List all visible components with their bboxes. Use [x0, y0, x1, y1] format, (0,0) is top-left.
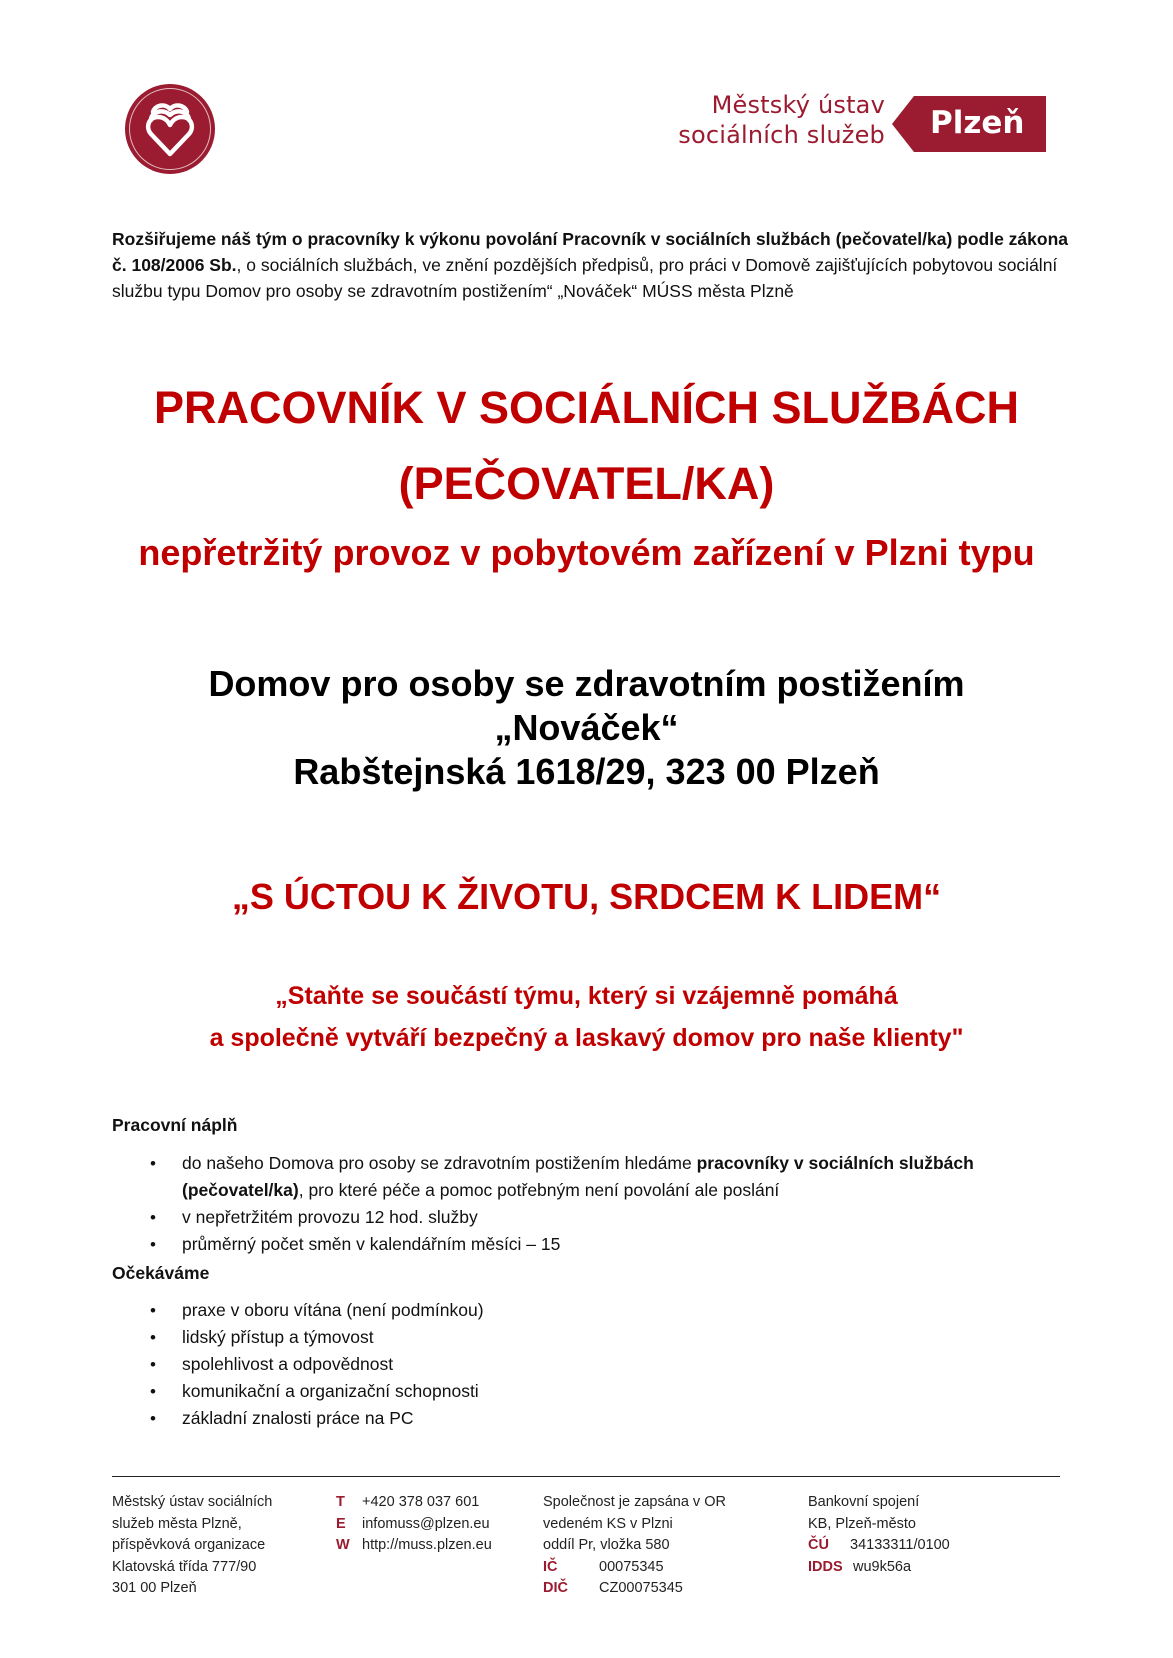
list-item [150, 1297, 1070, 1324]
expectation-text: základní znalosti práce na PC [182, 1408, 414, 1428]
bank-name: KB, Plzeň-město [808, 1515, 916, 1532]
quote-line-1: „Staňte se součástí týmu, který si vzájemně pomáhá [275, 982, 898, 1010]
duty-text-end: , pro které péče a pomoc potřebným není povolání ale poslání [298, 1180, 780, 1200]
idds-label: IDDS [808, 1558, 843, 1575]
bullet-icon: • [150, 1208, 156, 1227]
facility-block [60, 662, 1113, 794]
bullet-icon: • [150, 1409, 156, 1428]
list-item [150, 1150, 1070, 1204]
expectations-list [150, 1297, 1070, 1432]
intro-paragraph [112, 226, 1077, 304]
bank-heading: Bankovní spojení [808, 1494, 920, 1510]
dic-value: CZ00075345 [599, 1580, 683, 1596]
org-line: služeb města Plzně, [112, 1515, 242, 1532]
idds-row [808, 1557, 1048, 1579]
brand-name [620, 90, 885, 150]
heart-stack-icon [143, 98, 197, 160]
slogan: „S ÚCTOU K ŽIVOTU, SRDCEM K LIDEM“ [231, 876, 942, 917]
duty-text: do našeho Domova pro osoby se zdravotním postižením hledáme [182, 1153, 697, 1173]
contact-phone [336, 1492, 536, 1514]
bullet-icon: • [150, 1382, 156, 1401]
list-item [150, 1351, 1070, 1378]
expectation-text: lidský přístup a týmovost [182, 1327, 374, 1347]
intro-text-normal: , o sociálních službách, ve znění pozdějších předpisů, pro práci v Domově zajišťujících pobytovou sociální službu typu Domov pro osoby se zdravotním postižením“ „Nováček“ MÚSS města Plzně [112, 255, 1058, 301]
job-subtitle: nepřetržitý provoz v pobytovém zařízení v Plzni typu [138, 532, 1035, 573]
bullet-icon: • [150, 1235, 156, 1254]
expectation-text: praxe v oboru vítána (není podmínkou) [182, 1300, 484, 1320]
list-item [150, 1324, 1070, 1351]
contact-email [336, 1514, 536, 1536]
brand-line-1: Městský ústav [711, 91, 885, 119]
account-row [808, 1535, 1048, 1557]
account-value: 34133311/0100 [850, 1537, 950, 1553]
ic-row [543, 1557, 783, 1579]
idds-value: wu9k56a [853, 1558, 912, 1575]
org-line: příspěvková organizace [112, 1537, 266, 1553]
ic-value: 00075345 [599, 1558, 664, 1575]
duties-list [150, 1150, 1070, 1258]
registry-line: oddíl Pr, vložka 580 [543, 1537, 670, 1553]
expectation-text: spolehlivost a odpovědnost [182, 1354, 394, 1374]
city-name: Plzeň [930, 105, 1025, 141]
list-item [150, 1378, 1070, 1405]
facility-name: Domov pro osoby se zdravotním postižením [208, 663, 965, 704]
org-line: Klatovská třída 777/90 [112, 1558, 257, 1575]
registry-line: vedeném KS v Plzni [543, 1515, 673, 1532]
footer-registry [543, 1492, 783, 1600]
web-link[interactable]: http://muss.plzen.eu [362, 1537, 492, 1553]
duty-text: v nepřetržitém provozu 12 hod. služby [182, 1207, 478, 1227]
org-line: Městský ústav sociálních [112, 1494, 273, 1510]
duty-text: průměrný počet směn v kalendářním měsíci – 15 [182, 1234, 561, 1254]
list-item [150, 1405, 1070, 1432]
expectation-text: komunikační a organizační schopnosti [182, 1381, 479, 1401]
bullet-icon: • [150, 1154, 156, 1173]
bullet-icon: • [150, 1301, 156, 1320]
expectations-heading: Očekáváme [112, 1263, 210, 1283]
city-tag-logo [892, 96, 1046, 152]
list-item [150, 1204, 1070, 1231]
job-title-line-2: (PEČOVATEL/KA) [398, 458, 775, 509]
job-title-line-1: PRACOVNÍK V SOCIÁLNÍCH SLUŽBÁCH [153, 382, 1020, 433]
registry-line: Společnost je zapsána v OR [543, 1494, 726, 1510]
phone-value[interactable]: +420 378 037 601 [362, 1494, 480, 1510]
list-item [150, 1231, 1070, 1258]
dic-row [543, 1578, 783, 1600]
facility-nickname: „Nováček“ [494, 707, 679, 748]
bullet-icon: • [150, 1328, 156, 1347]
intro-text-bold: Rozšiřujeme náš tým o pracovníky k výkonu povolání Pracovník v sociálních službách (pečovatel/ka) podle zákona č. 108/2006 Sb. [112, 229, 1069, 275]
bullet-icon: • [150, 1355, 156, 1374]
org-line: 301 00 Plzeň [112, 1580, 197, 1596]
email-label: E [336, 1515, 346, 1532]
duty-text-bold: pracovníky v sociálních službách (pečovatel/ka) [182, 1153, 974, 1200]
ic-label: IČ [543, 1558, 558, 1575]
email-link[interactable]: infomuss@plzen.eu [362, 1515, 490, 1532]
brand-line-2: sociálních služeb [678, 121, 885, 149]
phone-label: T [336, 1494, 345, 1510]
account-label: ČÚ [808, 1537, 829, 1553]
duties-heading: Pracovní náplň [112, 1115, 238, 1135]
footer-organization [112, 1492, 312, 1600]
facility-address: Rabštejnská 1618/29, 323 00 Plzeň [293, 751, 880, 792]
team-quote [60, 975, 1113, 1059]
organization-logo [125, 84, 215, 174]
quote-line-2: a společně vytváří bezpečný a laskavý domov pro naše klienty" [209, 1024, 964, 1052]
dic-label: DIČ [543, 1580, 568, 1596]
contact-web [336, 1535, 536, 1557]
footer-contact [336, 1492, 536, 1557]
footer-divider [112, 1476, 1060, 1477]
web-label: W [336, 1537, 350, 1553]
footer-bank [808, 1492, 1048, 1578]
